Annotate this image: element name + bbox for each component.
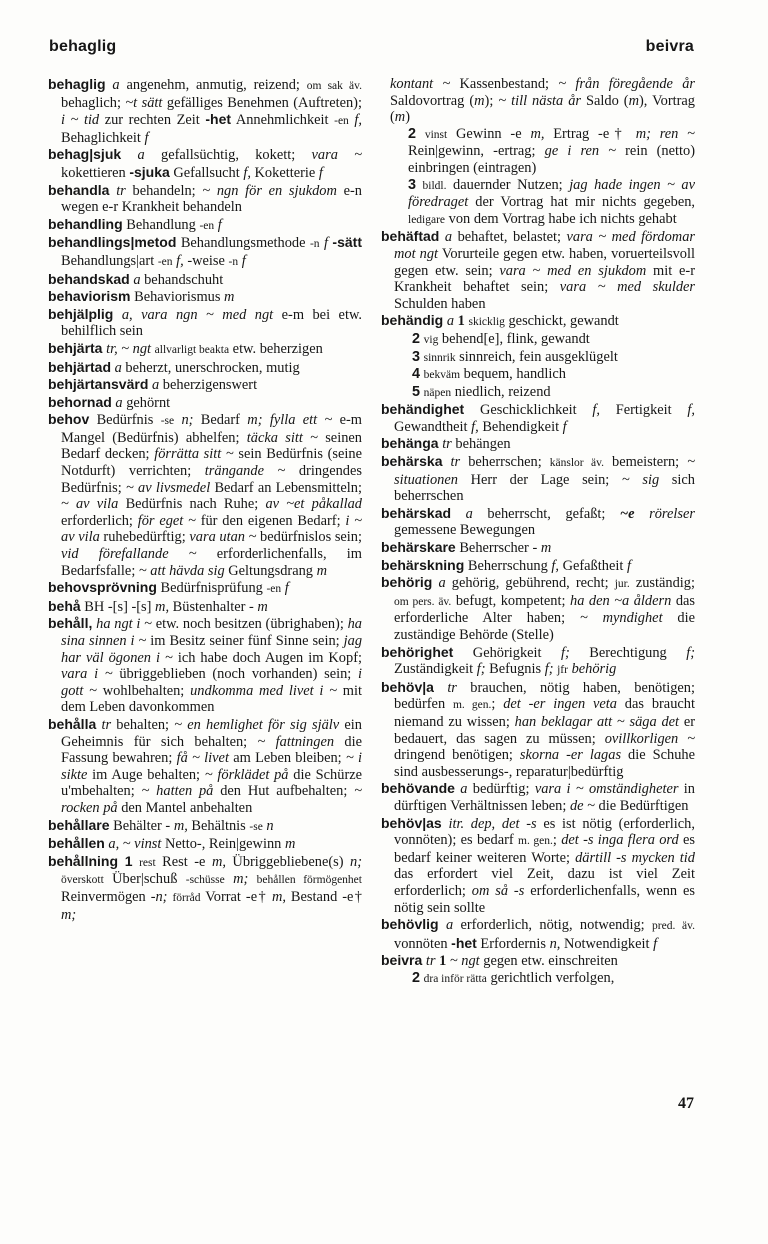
entry-headword: behandling <box>48 215 123 232</box>
entry-headword: behov <box>48 411 90 428</box>
entry-headword: behövlig <box>381 916 439 933</box>
entry-definition: tr behalten; ~ en hemlighet för sig själv ein Geheimnis für sich behalten; ~ fattningen die Fassung bewahren; få ~ livet am Leben bleiben; ~ i sikte im Auge behalten; ~ förklädet på die Schürze u'mbehalten; ~ hatten på den Hut aufbehalten; ~ rocken på den Mantel anbehalten <box>61 716 363 816</box>
dictionary-entry <box>48 216 362 235</box>
entry-definition: tr behängen <box>442 436 511 453</box>
dictionary-entry <box>48 716 362 817</box>
entry-headword: behärskning <box>381 556 465 573</box>
entry-headword: behärskare <box>381 539 456 556</box>
entry-definition: Geschicklichkeit f, Fertigkeit f, Gewandtheit f, Behendigkeit f <box>394 402 695 435</box>
dictionary-entry <box>48 376 362 394</box>
entry-definition: a behaftet, belastet; vara ~ med fördomar mot ngt Vorurteile gegen etw. haben, voruerteilsvoll gegen etw. sein; vara ~ med en sjukdom mit e-r Krankheit behaftet sein; vara ~ med skulder Schulden haben <box>394 229 696 312</box>
entry-definition: kontant ~ Kassenbestand; ~ från föregående år Saldovortrag (m); ~ till nästa år Saldo (m), Vortrag (m) 2 vinst Gewinn -e m, Ertrag -e† m; ren ~ Rein|gewinn, -ertrag; ge i ren ~ rein (netto) einbringen (eintragen) 3 bildl. dauernder Nutzen; jag hade ingen ~ av föredraget der Vortrag hat mir nichts gegeben, ledigare von dem Vortrag habe ich nichts gehabt <box>390 76 695 227</box>
dictionary-entry <box>48 340 362 359</box>
dictionary-entry <box>381 574 695 643</box>
running-head-right: beivra <box>645 38 694 55</box>
entry-headword: behandskad <box>48 270 130 287</box>
entry-definition: rest Rest -e m, Übriggebliebene(s) n; överskott Über|schuß -schüsse m; behållen förmögenhet Reinvermögen -n; förråd Vorrat -e† m, Bestand -e† m; <box>61 853 363 923</box>
dictionary-entry <box>48 598 362 616</box>
entry-headword: behäftad <box>381 228 440 245</box>
dictionary-entry <box>48 271 362 289</box>
page-number: 47 <box>678 1095 694 1112</box>
entry-headword: behaglig <box>48 76 106 92</box>
dictionary-entry <box>381 453 695 505</box>
dictionary-entry <box>48 835 362 853</box>
entry-headword: behå <box>48 597 81 614</box>
entry-headword: behåll, <box>48 615 93 632</box>
entry-headword: behöv|as <box>381 814 442 831</box>
entry-definition: Gehörigkeit f; Berechtigung f; Zuständigkeit f; Befugnis f; jfr behörig <box>394 644 695 678</box>
dictionary-entry <box>48 853 362 923</box>
entry-headword: behaviorism <box>48 288 131 305</box>
running-head-left: behaglig <box>49 38 117 55</box>
entry-definition: itr. dep, det -s es ist nötig (erforderlich, vonnöten); es bedarf m. gen.; det -s inga flera ord es bedarf keiner weiteren Worte; därtill -s mycken tid das erfordert viel Zeit, dazu ist viel Zeit erforderlich; om så -s erforderlichenfalls, wenn es nötig sein sollte <box>394 815 695 916</box>
dictionary-entry <box>48 394 362 412</box>
entry-definition: Beherrscher - m <box>459 540 552 557</box>
entry-definition: a angenehm, anmutig, reizend; om sak äv. behaglich; ~t sätt gefälliges Benehmen (Auftreten); i ~ tid zur rechten Zeit -het Annehmlichkeit -en f, Behaglichkeit f <box>61 77 363 146</box>
entry-definition: a, vara ngn ~ med ngt e-m bei etw. behilflich sein <box>61 306 362 340</box>
entry-definition: a beherzigenswert <box>151 377 258 394</box>
entry-headword: behänga <box>381 435 439 452</box>
entry-definition: tr 1 ~ ngt gegen etw. einschreiten 2 dra inför rätta gerichtlich verfolgen, <box>412 953 618 986</box>
entry-headword: behornad <box>48 393 112 410</box>
dictionary-entry <box>381 401 695 435</box>
dictionary-entry <box>381 435 695 453</box>
entry-headword: behandlings|metod <box>48 234 177 251</box>
dictionary-entry <box>381 312 695 401</box>
entry-headword: behändighet <box>381 401 465 418</box>
entry-headword: behjälplig <box>48 305 114 322</box>
dictionary-entry <box>381 557 695 575</box>
left-column <box>48 76 362 923</box>
dictionary-entry <box>381 228 695 312</box>
right-column <box>381 76 695 987</box>
entry-headword: behållning 1 <box>48 852 133 869</box>
entry-definition: Beherrschung f, Gefaßtheit f <box>467 557 631 574</box>
entry-headword: behöv|a <box>381 678 434 695</box>
entry-definition: a, ~ vinst Netto-, Rein|gewinn m <box>108 836 296 853</box>
entry-headword: behärska <box>381 453 443 470</box>
dictionary-entry <box>48 615 362 716</box>
entry-definition: BH -[s] -[s] m, Büstenhalter - m <box>84 598 268 615</box>
dictionary-entry <box>48 306 362 340</box>
dictionary-entry <box>48 359 362 377</box>
dictionary-entry <box>48 579 362 598</box>
entry-definition: Bedürfnisprüfung -en f <box>160 580 289 597</box>
entry-definition: Bedürfnis -se n; Bedarf m; fylla ett ~ e-m Mangel (Bedürfnis) abhelfen; täcka sitt ~ seinen Bedarf decken; förrätta sitt ~ sein Bedürfnis (seine Notdurft) verrichten; trängande ~ dringendes Bedürfnis; ~ av livsmedel Bedarf an Lebensmitteln; ~ av vila Bedürfnis nach Ruhe; av ~et påkallad erforderlich; för eget ~ für den eigenen Bedarf; i ~ av vila ruhebedürftig; vara utan ~ bedürfnislos sein; vid förefallande ~ erforderlichenfalls, im Bedarfsfalle; ~ att hävda sig Geltungsdrang m <box>61 412 362 579</box>
dictionary-entry <box>381 644 695 679</box>
dictionary-entry <box>381 505 695 539</box>
entry-definition: a beherzt, unerschrocken, mutig <box>114 359 300 376</box>
dictionary-entry <box>48 146 362 181</box>
dictionary-entry <box>381 815 695 917</box>
entry-headword: behovsprövning <box>48 579 157 596</box>
entry-definition: Behälter - m, Behältnis -se n <box>113 817 274 834</box>
entry-definition: a behandschuht <box>133 271 224 288</box>
entry-headword: behändig <box>381 312 444 329</box>
entry-definition: Behandlungsmethode -n f -sätt Behandlungs|art -en f, -weise -n f <box>61 234 362 269</box>
dictionary-entry <box>381 76 695 228</box>
entry-headword: behörig <box>381 574 433 591</box>
entry-definition: tr, ~ ngt allvarligt beakta etw. beherzigen <box>106 340 323 357</box>
entry-definition: a beherrscht, gefaßt; ~e rörelser gemessene Bewegungen <box>394 505 695 539</box>
dictionary-entry <box>381 539 695 557</box>
entry-definition: tr brauchen, nötig haben, benötigen; bedürfen m. gen.; det -er ingen veta das braucht niemand zu wissen; han beklagar att ~ säga det er bedauert, das sagen zu müssen; ovillkorligen ~ dringend benötigen; skorna -er lagas die Schuhe sind ausbesserungs-, reparatur|bedürftig <box>394 679 696 780</box>
entry-definition: a erforderlich, nötig, notwendig; pred. äv. vonnöten -het Erfordernis n, Notwendigkeit f <box>394 917 695 952</box>
dictionary-entry <box>381 916 695 952</box>
entry-definition: a gehörig, gebührend, recht; jur. zuständig; om pers. äv. befugt, kompetent; ha den ~a åldern das erforderliche Alter haben; ~ myndighet die zuständige Behörde (Stelle) <box>394 575 696 643</box>
entry-headword: behövande <box>381 780 455 797</box>
dictionary-entry <box>381 780 695 814</box>
entry-headword: behörighet <box>381 643 454 660</box>
entry-headword: beivra <box>381 952 423 969</box>
dictionary-entry <box>48 234 362 270</box>
entry-headword: behjärtansvärd <box>48 376 149 393</box>
entry-headword: behållen <box>48 835 105 852</box>
entry-headword: behandla <box>48 181 110 198</box>
dictionary-entry <box>48 411 362 579</box>
dictionary-entry <box>381 952 695 987</box>
entry-definition: ha ngt i ~ etw. noch besitzen (übrighaben); ha sina sinnen i ~ im Besitz seiner fünf Sinne sein; jag har väl ögonen i ~ ich habe doch Augen im Kopf; vara i ~ übriggeblieben (noch vorhanden) sein; i gott ~ wohlbehalten; undkomma med livet i ~ mit dem Leben davonkommen <box>61 616 363 716</box>
entry-definition: Behandlung -en f <box>126 216 222 233</box>
entry-headword: behärskad <box>381 504 452 521</box>
entry-headword: behjärtad <box>48 358 112 375</box>
dictionary-entry <box>48 182 362 216</box>
entry-definition: a gefallsüchtig, kokett; vara ~ kokettieren -sjuka Gefallsucht f, Koketterie f <box>61 147 362 181</box>
dictionary-entry <box>48 288 362 306</box>
entry-definition: a bedürftig; vara i ~ omständigheter in dürftigen Verhältnissen leben; de ~ die Bedürftigen <box>394 781 695 814</box>
entry-headword: behjärta <box>48 339 103 356</box>
entry-definition: tr beherrschen; känslor äv. bemeistern; ~ situationen Herr der Lage sein; ~ sig sich beherrschen <box>394 454 695 505</box>
entry-definition: a 1 skicklig geschickt, gewandt 2 vig behend[e], flink, gewandt 3 sinnrik sinnreich, fein ausgeklügelt 4 bekväm bequem, handlich 5 näpen niedlich, reizend <box>412 313 619 400</box>
entry-headword: behållare <box>48 816 110 833</box>
entry-headword: behag|sjuk <box>48 146 122 163</box>
dictionary-entry <box>48 76 362 146</box>
entry-headword: behålla <box>48 715 97 732</box>
dictionary-entry <box>48 817 362 836</box>
entry-definition: a gehörnt <box>115 394 171 411</box>
dictionary-entry <box>381 679 695 781</box>
entry-definition: Behaviorismus m <box>134 289 235 306</box>
entry-definition: tr behandeln; ~ ngn för en sjukdom e-n wegen e-r Krankheit behandeln <box>61 182 362 216</box>
